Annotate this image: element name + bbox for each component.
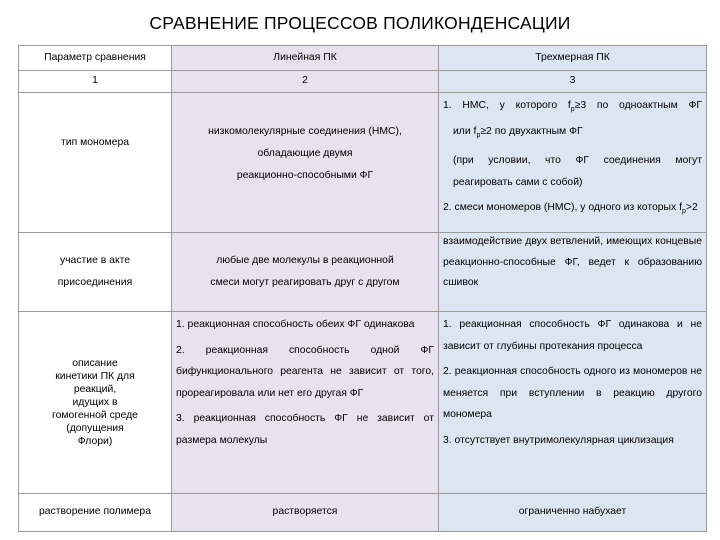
table-row [19,494,707,532]
list-item: 1. реакционная способность обеих ФГ одинакова [176,319,415,330]
page-title: СРАВНЕНИЕ ПРОЦЕССОВ ПОЛИКОНДЕНСАЦИИ [149,13,571,33]
cell-line: любые две молекулы в реакционной [216,255,394,266]
text-run: или f [453,126,477,138]
param-monomer-type [19,93,172,233]
column-number-1: 1 [19,71,172,93]
param-dissolution: растворение полимера [19,494,172,532]
linear-monomer-type [172,93,439,233]
linear-dissolution: растворяется [172,494,439,532]
cell-line: низкомолекулярные соединения (НМС), [208,125,402,137]
cell-line: Флори) [77,436,113,447]
cell-line: смеси могут реагировать друг с другом [210,277,400,288]
threed-monomer-type [439,93,707,233]
table-row [19,233,707,312]
linear-participation [172,233,439,312]
cell-line [443,121,702,147]
param-participation [19,233,172,312]
cell-line [443,197,702,223]
linear-kinetics [172,312,439,494]
cell-line: присоединения [57,277,133,288]
param-label: тип мономера [61,137,129,149]
table-row [19,312,707,494]
cell-line: реакционно-способными ФГ [236,169,374,181]
list-item: 2. реакционная способность одной ФГ бифункционального реагента не зависит от того, прореагировала или нет его другая ФГ [176,344,434,399]
cell-line [443,95,702,121]
text-run: ≥2 по двухактным ФГ [480,126,583,138]
cell-line: гомогенной среде [52,410,138,421]
header-param: Параметр сравнения [19,46,172,71]
cell-line: реакций, [73,384,117,395]
text-run: >2 [685,202,698,214]
cell-line: идущих в [72,397,118,408]
column-number-2: 2 [172,71,439,93]
threed-participation [439,233,707,312]
cell-text: взаимодействие двух ветвлений, имеющих концевые реакционно-способные ФГ, ведет к образованию сшивок [443,236,702,288]
threed-dissolution: ограниченно набухает [439,494,707,532]
threed-kinetics [439,312,707,494]
list-item: 3. отсутствует внутримолекулярная циклизация [443,434,674,446]
comparison-table [18,45,707,532]
cell-line: участие в акте [59,255,131,266]
subscript: р [570,106,575,114]
list-item: 3. реакционная способность ФГ не зависит от размера молекулы [176,413,434,446]
cell-line: (при условии, что ФГ соединения могут реагировать сами с собой) [453,155,702,189]
list-item: 2. реакционная способность одного из мономеров не меняется при вступлении в реакцию другого мономера [443,366,702,420]
header-threed: Трехмерная ПК [439,46,707,71]
table-row [19,93,707,233]
header-linear: Линейная ПК [172,46,439,71]
header-row [19,46,707,71]
text-run: 2. смеси мономеров (НМС), у одного из которых f [443,202,682,214]
cell-line: обладающие двумя [257,147,353,159]
cell-line: (допущения [66,423,124,434]
param-kinetics [19,312,172,494]
subscript: р [476,132,481,140]
list-item: 1. реакционная способность ФГ одинакова и не зависит от глубины протекания процесса [443,319,702,352]
text-run: ≥3 по одноактным ФГ [574,100,702,111]
cell-line: кинетики ПК для [55,371,135,382]
cell-line: описание [72,358,118,369]
subscript: р [681,208,686,216]
column-number-row [19,71,707,93]
text-run: 1. НМС, у которого f [443,100,571,111]
column-number-3: 3 [439,71,707,93]
